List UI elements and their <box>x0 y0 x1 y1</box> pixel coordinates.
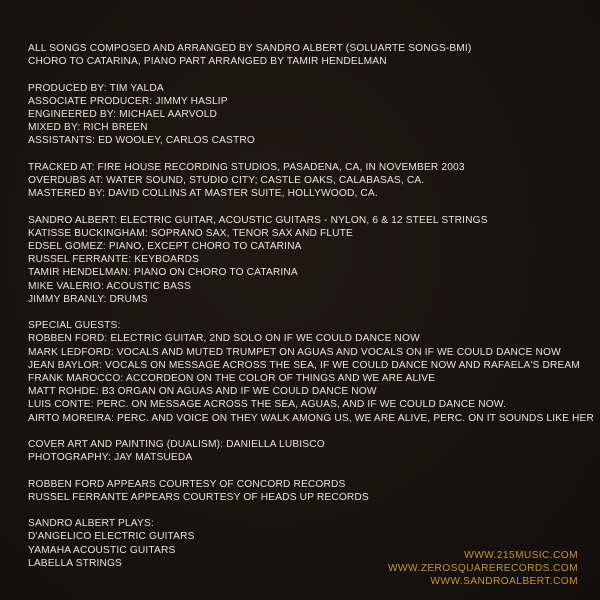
credit-line: YAMAHA ACOUSTIC GUITARS <box>28 544 176 556</box>
credit-line: FRANK MAROCCO: ACCORDEON ON THE COLOR OF THINGS AND WE ARE ALIVE <box>28 373 436 385</box>
credit-line: ROBBEN FORD: ELECTRIC GUITAR, 2ND SOLO ON IF WE COULD DANCE NOW <box>28 333 420 345</box>
credit-line: MARK LEDFORD: VOCALS AND MUTED TRUMPET ON AGUAS AND VOCALS ON IF WE COULD DANCE NOW <box>28 346 561 358</box>
credit-line: PHOTOGRAPHY: JAY MATSUEDA <box>28 452 193 464</box>
credit-line: RUSSEL FERRANTE APPEARS COURTESY OF HEADS UP RECORDS <box>28 491 369 503</box>
special-guests-block <box>28 319 593 425</box>
credit-line: OVERDUBS AT: WATER SOUND, STUDIO CITY; CASTLE OAKS, CALABASAS, CA. <box>28 175 425 186</box>
credits-text <box>28 42 593 583</box>
website-links <box>388 549 578 589</box>
credit-line: MASTERED BY: DAVID COLLINS AT MASTER SUITE, HOLLYWOOD, CA. <box>28 188 378 200</box>
credit-line: MIKE VALERIO: ACOUSTIC BASS <box>28 280 191 292</box>
credit-line: SANDRO ALBERT: ELECTRIC GUITAR, ACOUSTIC GUITARS - NYLON, 6 & 12 STEEL STRINGS <box>28 214 488 226</box>
credit-line: JIMMY BRANLY: DRUMS <box>28 293 148 305</box>
credit-line: ENGINEERED BY: MICHAEL AARVOLD <box>28 109 218 120</box>
credit-line: KATISSE BUCKINGHAM: SOPRANO SAX, TENOR SAX AND FLUTE <box>28 227 353 239</box>
credit-line: AIRTO MOREIRA: PERC. AND VOICE ON THEY WALK AMONG US, WE ARE ALIVE, PERC. ON IT SOUNDS LIKE HER <box>28 412 595 424</box>
credit-line: CHORO TO CATARINA, PIANO PART ARRANGED BY TAMIR HENDELMAN <box>28 56 387 68</box>
recording-block <box>28 161 593 201</box>
credit-line: MIXED BY: RICH BREEN <box>28 122 148 134</box>
credit-line: ASSOCIATE PRODUCER: JIMMY HASLIP <box>28 95 228 107</box>
credit-line: ALL SONGS COMPOSED AND ARRANGED BY SANDRO ALBERT (SOLUARTE SONGS-BMI) <box>28 43 472 54</box>
section-heading: SPECIAL GUESTS: <box>28 320 121 332</box>
website-url: WWW.215MUSIC.COM <box>464 550 578 561</box>
production-block <box>28 82 593 148</box>
courtesy-block <box>28 478 593 504</box>
credit-line: ASSISTANTS: ED WOOLEY, CARLOS CASTRO <box>28 135 255 147</box>
credit-line: ROBBEN FORD APPEARS COURTESY OF CONCORD RECORDS <box>28 478 346 490</box>
website-url: WWW.SANDROALBERT.COM <box>430 576 578 588</box>
credit-line: PRODUCED BY: TIM YALDA <box>28 82 164 94</box>
credit-line: JEAN BAYLOR: VOCALS ON MESSAGE ACROSS THE SEA, IF WE COULD DANCE NOW AND RAFAELA'S DREAM <box>28 359 580 371</box>
musicians-block <box>28 214 593 306</box>
credit-line: MATT ROHDE: B3 ORGAN ON AGUAS AND IF WE COULD DANCE NOW <box>28 386 377 398</box>
section-heading: SANDRO ALBERT PLAYS: <box>28 518 154 530</box>
credit-line: RUSSEL FERRANTE: KEYBOARDS <box>28 254 200 266</box>
credit-line: COVER ART AND PAINTING (DUALISM): DANIELLA LUBISCO <box>28 439 325 451</box>
credit-line: TAMIR HENDELMAN: PIANO ON CHORO TO CATARINA <box>28 267 298 279</box>
art-block <box>28 438 593 464</box>
credit-line: LUIS CONTE: PERC. ON MESSAGE ACROSS THE SEA, AGUAS, AND IF WE COULD DANCE NOW. <box>28 399 506 411</box>
credit-line: EDSEL GOMEZ: PIANO, EXCEPT CHORO TO CATARINA <box>28 241 302 252</box>
credit-line: TRACKED AT: FIRE HOUSE RECORDING STUDIOS, PASADENA, CA, IN NOVEMBER 2003 <box>28 161 465 173</box>
credit-line: LABELLA STRINGS <box>28 557 122 569</box>
website-url: WWW.ZEROSQUARERECORDS.COM <box>388 563 578 575</box>
credit-line: D'ANGELICO ELECTRIC GUITARS <box>28 531 195 543</box>
composition-block <box>28 42 593 68</box>
